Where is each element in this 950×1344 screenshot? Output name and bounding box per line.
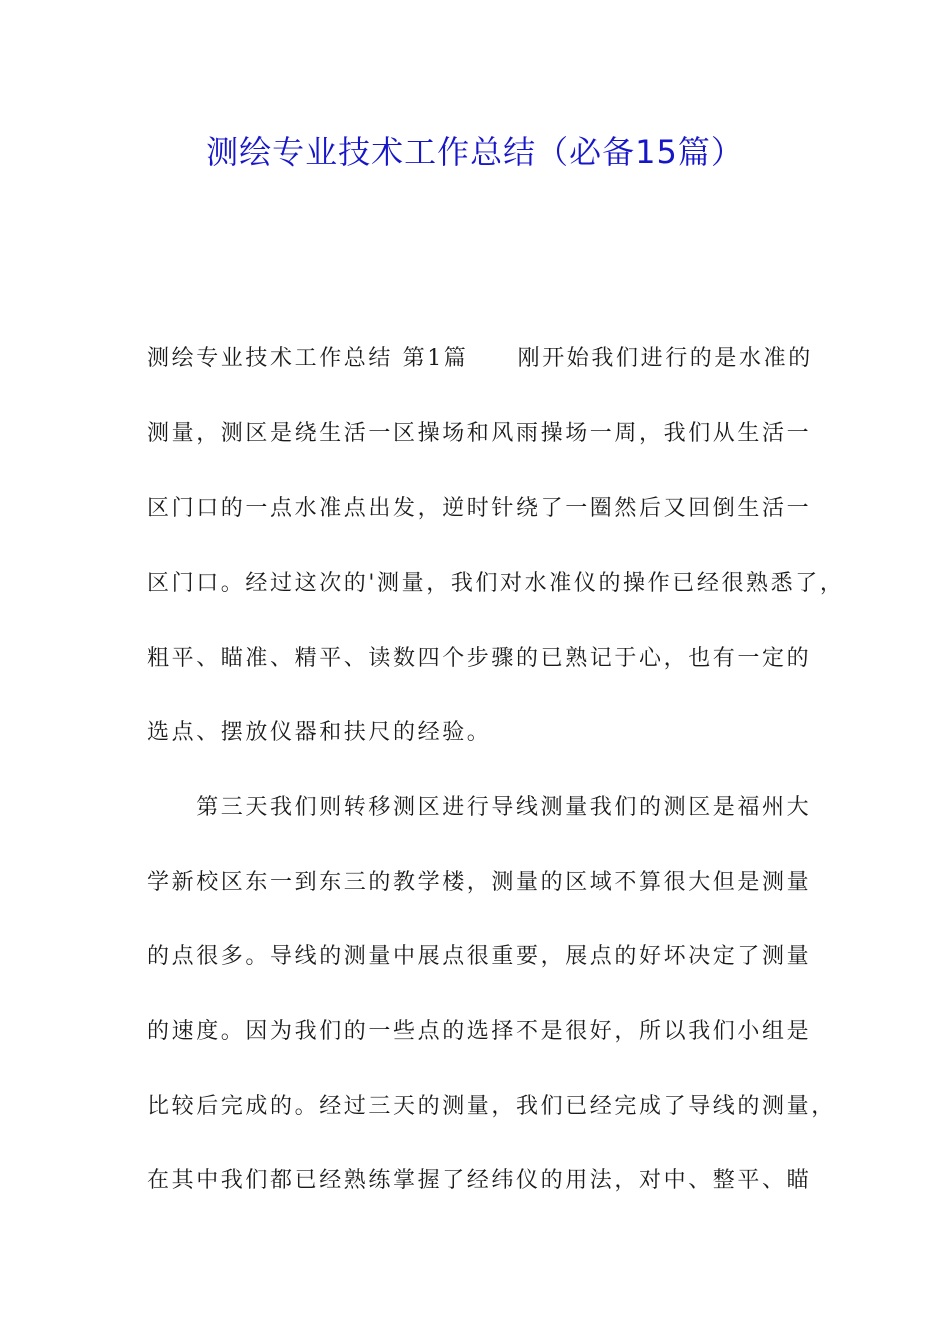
text-line: 区门口的一点水准点出发，逆时针绕了一圈然后又回倒生活一 bbox=[147, 496, 812, 521]
text-line: 第三天我们则转移测区进行导线测量我们的测区是福州大 bbox=[147, 795, 812, 820]
text-line: 区门口。经过这次的'测量，我们对水准仪的操作已经很熟悉了， bbox=[147, 571, 845, 596]
text-line: 在其中我们都已经熟练掌握了经纬仪的用法，对中、整平、瞄 bbox=[147, 1168, 812, 1193]
text-line: 的点很多。导线的测量中展点很重要，展点的好坏决定了测量 bbox=[147, 944, 812, 969]
document-title: 测绘专业技术工作总结（必备15篇） bbox=[206, 133, 744, 171]
text-line: 的速度。因为我们的一些点的选择不是很好，所以我们小组是 bbox=[147, 1019, 812, 1044]
text-line: 测量，测区是绕生活一区操场和风雨操场一周，我们从生活一 bbox=[147, 421, 812, 446]
text-line: 测绘专业技术工作总结 第1篇 刚开始我们进行的是水准的 bbox=[147, 346, 813, 371]
text-line: 粗平、瞄准、精平、读数四个步骤的已熟记于心，也有一定的 bbox=[147, 646, 812, 671]
text-line: 学新校区东一到东三的教学楼，测量的区域不算很大但是测量 bbox=[147, 870, 812, 895]
text-line: 选点、摆放仪器和扶尺的经验。 bbox=[147, 720, 492, 745]
text-line: 比较后完成的。经过三天的测量，我们已经完成了导线的测量， bbox=[147, 1094, 836, 1119]
